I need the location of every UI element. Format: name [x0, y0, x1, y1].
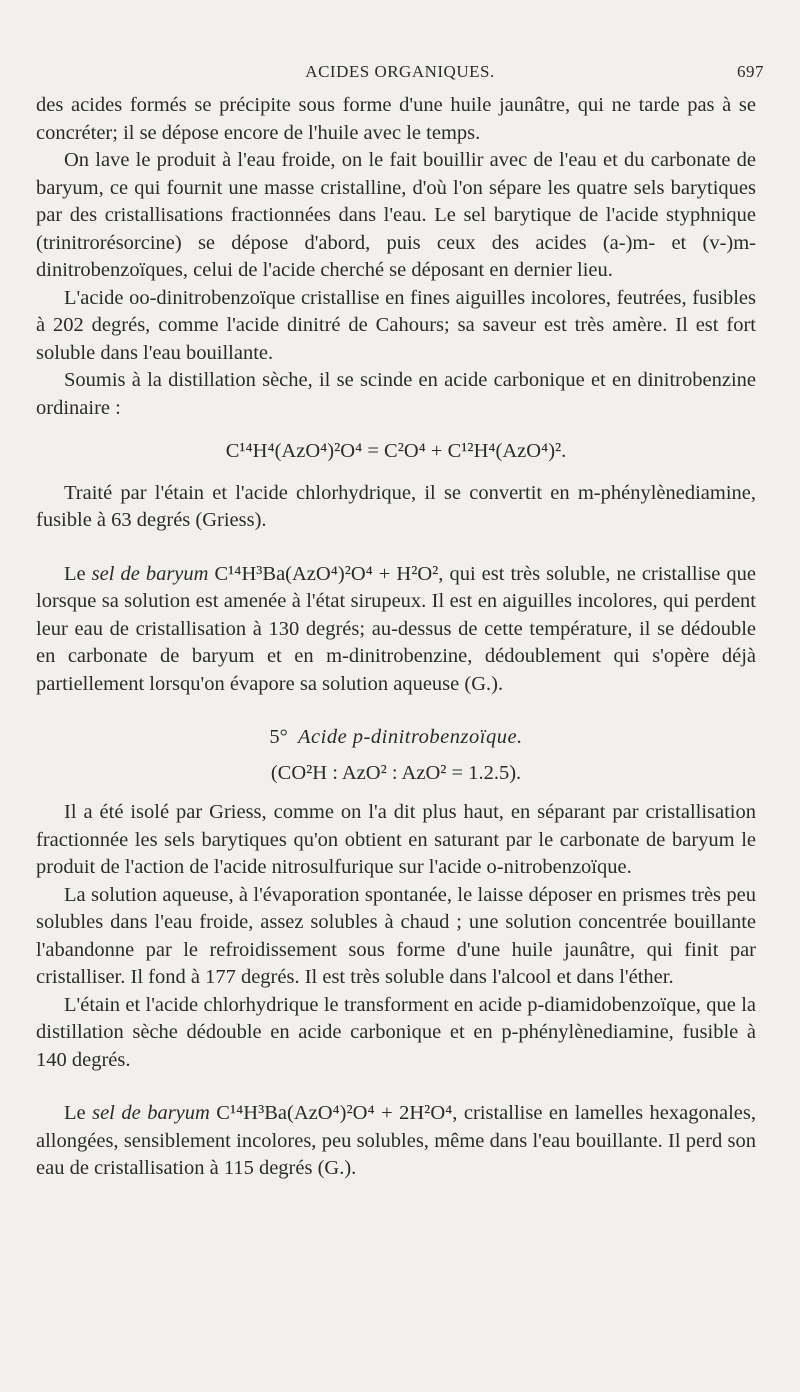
section-title: Acide p-dinitrobenzoïque.	[298, 726, 523, 748]
paragraph-8: La solution aqueuse, à l'évaporation spontanée, le laisse déposer en prismes très peu solubles dans l'eau froide, assez solubles à chaud ; une solution concentrée bouillante l'abandonne par le refroidissement sous forme d'une huile jaunâtre, qui finit par cristalliser. Il fond à 177 degrés. Il est très soluble dans l'alcool et dans l'éther.	[36, 883, 756, 988]
position-ratio: (CO²H : AzO² : AzO² = 1.2.5).	[270, 761, 522, 784]
running-header	[0, 62, 800, 88]
paragraph-7: Il a été isolé par Griess, comme on l'a dit plus haut, en séparant par cristallisation fractionnée les sels barytiques qu'on obtient en saturant par le carbonate de baryum le produit de l'action de l'acide nitrosulfurique sur l'acide o-nitrobenzoïque.	[36, 801, 756, 878]
p10-lead: Le	[64, 1102, 93, 1124]
page-number: 697	[737, 62, 764, 81]
paragraph-10	[36, 1100, 756, 1183]
paragraph-1: des acides formés se précipite sous forme d'une huile jaunâtre, qui ne tarde pas à se concréter; il se dépose encore de l'huile avec le temps.	[36, 94, 756, 144]
paragraph-3: L'acide oo-dinitrobenzoïque cristallise en fines aiguilles incolores, feutrées, fusibles à 202 degrés, comme l'acide dinitré de Cahours; sa saveur est très amère. Il est fort soluble dans l'eau bouillante.	[36, 286, 756, 364]
paragraph-6	[36, 561, 756, 699]
paragraph-2: On lave le produit à l'eau froide, on le fait bouillir avec de l'eau et du carbonate de baryum, ce qui fournit une masse cristalline, d'où l'on sépare les quatre sels barytiques par des cristallisations fractionnées dans l'eau. Le sel barytique de l'acide styphnique (trinitrorésorcine) se dépose d'abord, puis ceux des acides (a-)m- et (v-)m-dinitrobenzoïques, celui de l'acide cherché se déposant en dernier lieu.	[36, 149, 756, 281]
p6-rest: , qui est très soluble, ne cristallise que lorsque sa solution est amenée à l'état sirupeux. Il est en aiguilles incolores, qui perdent leur eau de cristallisation à 130 degrés; au-dessus de cette température, il se dédouble en carbonate de baryum et en m-dinitrobenzine, dédoublement qui s'opère déjà partiellement lorsqu'on évapore sa solution aqueuse (G.).	[36, 562, 756, 695]
p6-lead: Le	[64, 562, 92, 585]
paragraph-9: L'étain et l'acide chlorhydrique le transforment en acide p-diamidobenzoïque, que la distillation sèche dédouble en acide carbonique et en p-phénylènediamine, fusible à 140 degrés.	[36, 993, 756, 1071]
p10-rest: , cristallise en lamelles hexagonales, allongées, sensiblement incolores, peu solubles, même dans l'eau bouillante. Il perd son eau de cristallisation à 115 degrés (G.).	[36, 1102, 756, 1179]
barium-salt-formula-2: C¹⁴H³Ba(AzO⁴)²O⁴ + 2H²O⁴	[209, 1102, 453, 1124]
section-number: 5°	[269, 726, 288, 748]
decomposition-equation: C¹⁴H⁴(AzO⁴)²O⁴ = C²O⁴ + C¹²H⁴(AzO⁴)².	[225, 440, 567, 462]
running-title: ACIDES ORGANIQUES.	[305, 62, 495, 81]
paragraph-4: Soumis à la distillation sèche, il se scinde en acide carbonique et en dinitrobenzine ordinaire :	[36, 369, 756, 419]
page-body	[36, 92, 756, 1183]
section-heading	[36, 724, 756, 752]
p10-italic-term: sel de baryum	[92, 1102, 210, 1124]
p6-italic-term: sel de baryum	[91, 562, 209, 585]
barium-salt-formula-1: C¹⁴H³Ba(AzO⁴)²O⁴ + H²O²	[208, 562, 439, 585]
paragraph-5: Traité par l'étain et l'acide chlorhydrique, il se convertit en m-phénylènediamine, fusible à 63 degrés (Griess).	[36, 481, 756, 531]
